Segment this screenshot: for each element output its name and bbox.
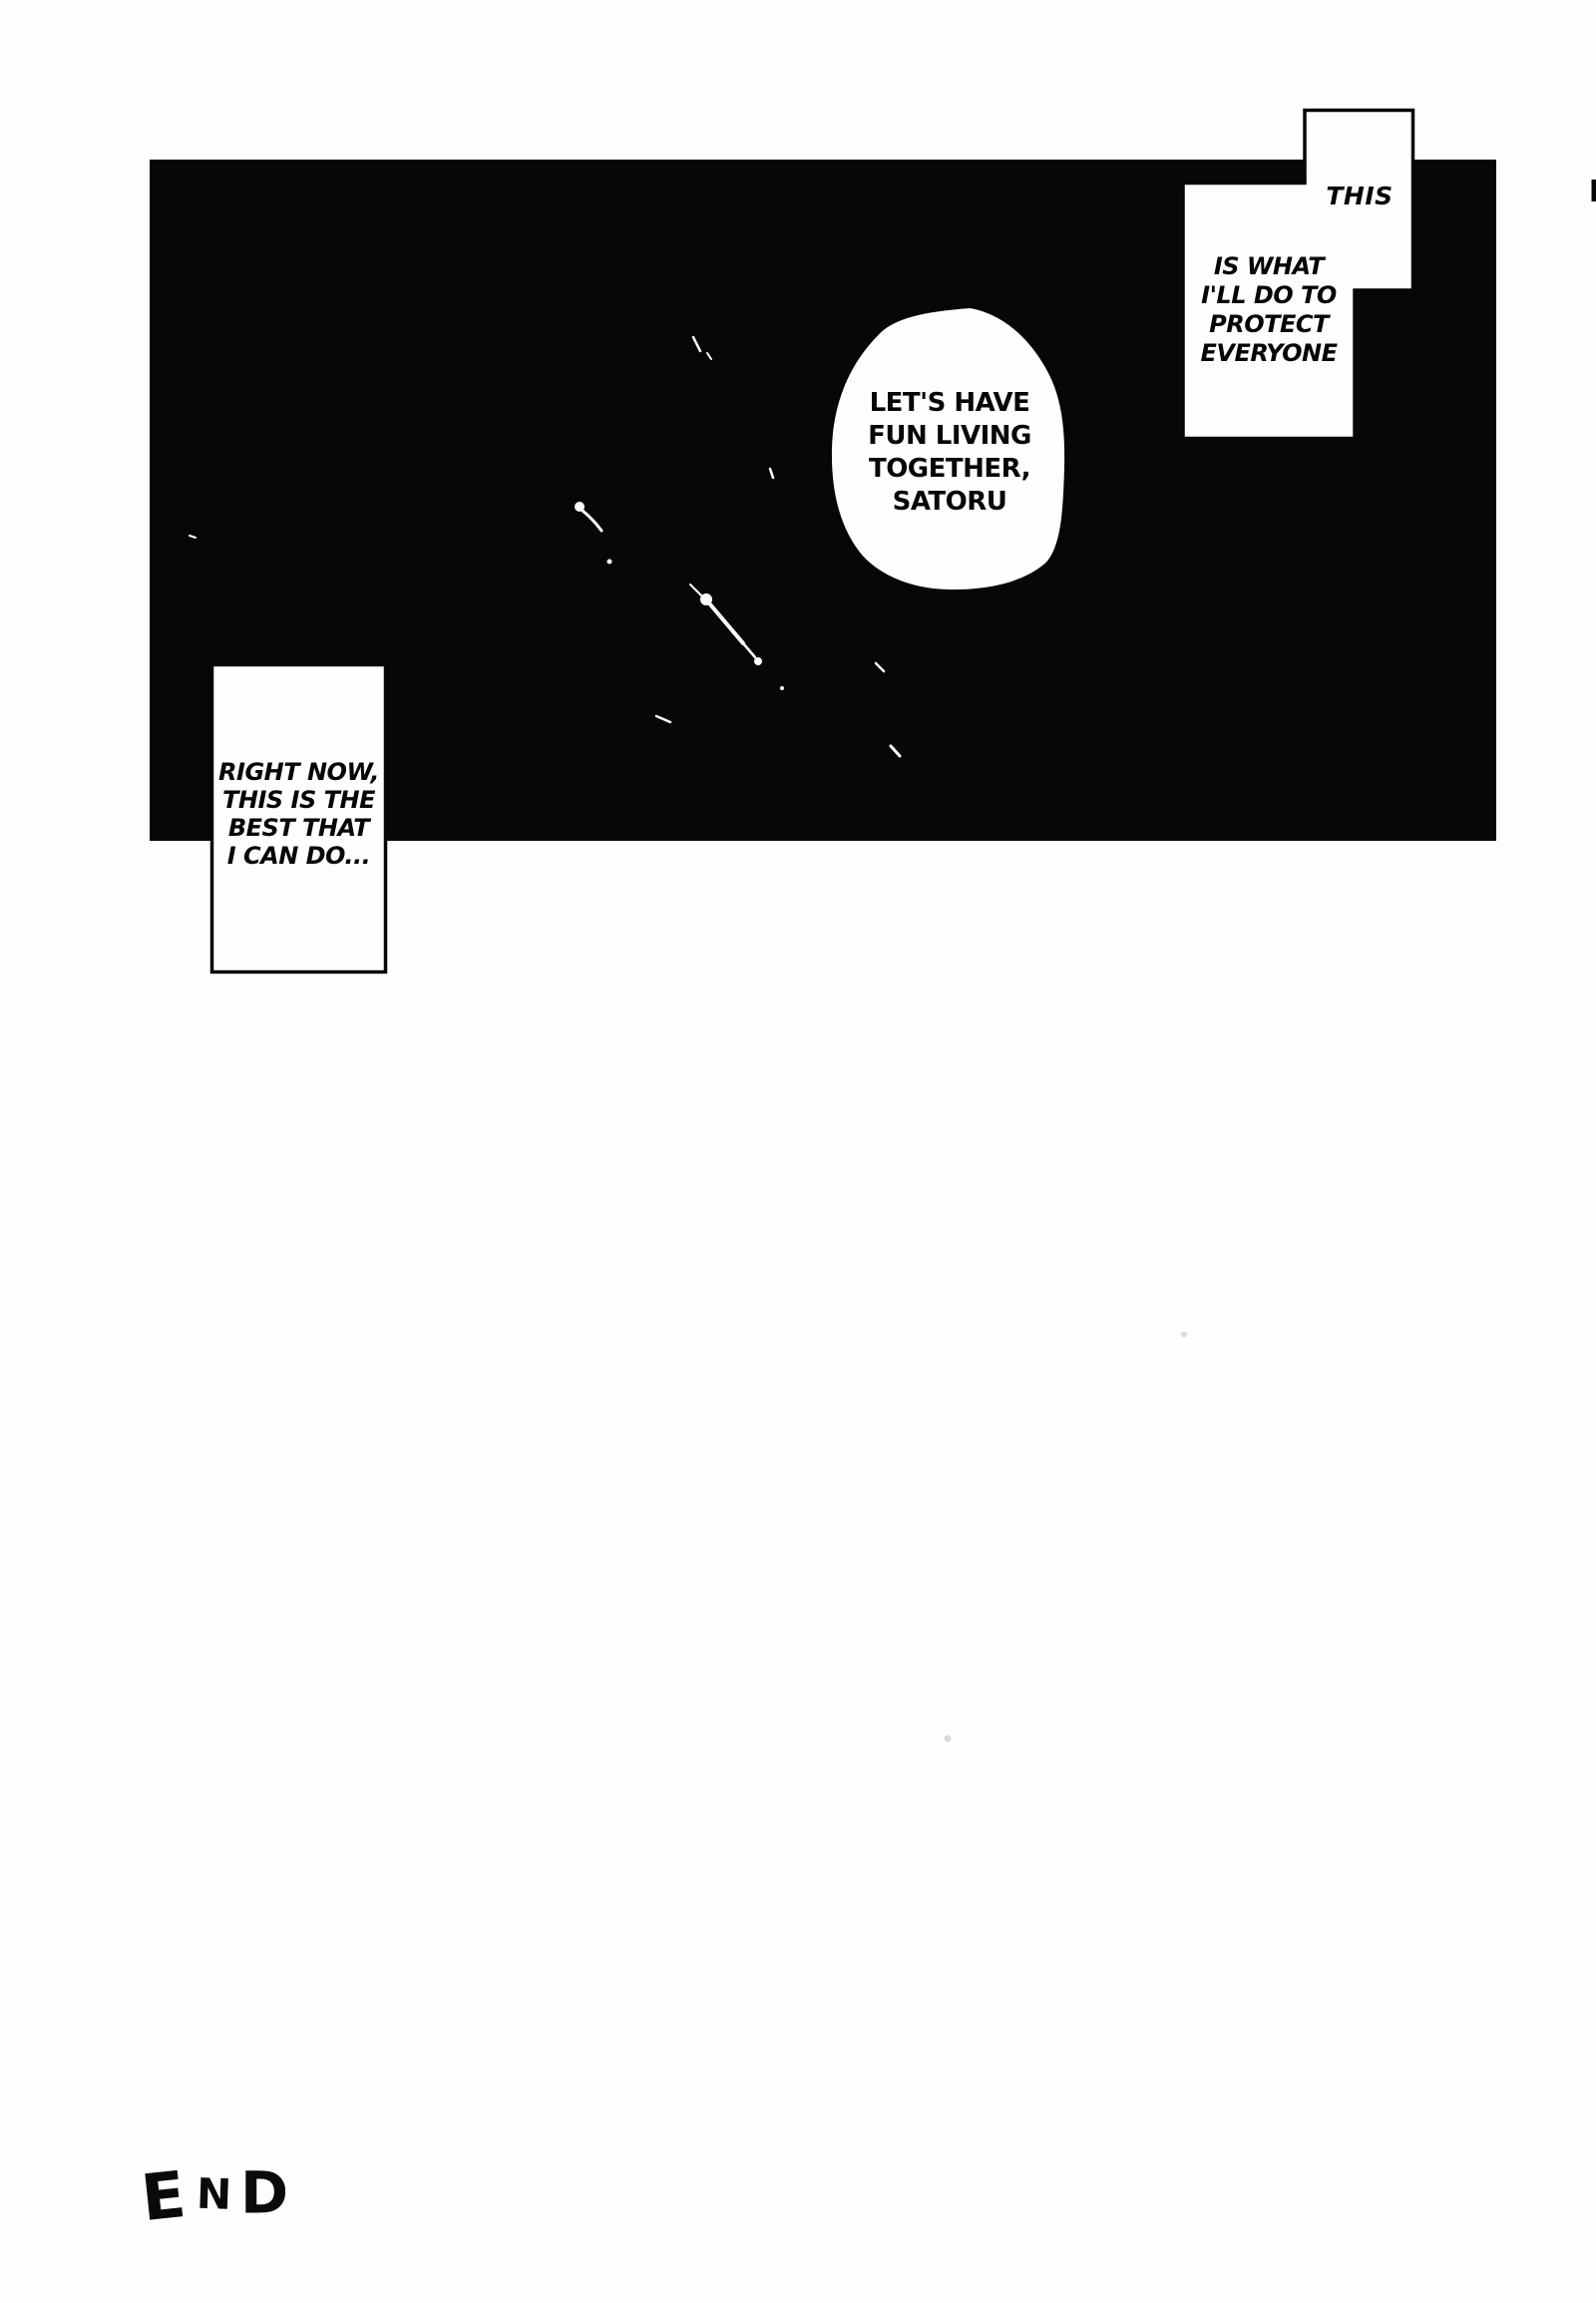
caption-line: I CAN DO... — [226, 842, 371, 870]
sparkle-tick-icon — [891, 746, 900, 756]
sparkle-tick-icon — [876, 663, 884, 671]
caption-line: THIS — [1326, 182, 1394, 210]
shooting-star-tail-icon — [710, 604, 743, 643]
sparkle-dot-icon — [607, 560, 612, 565]
page-edge-artifact — [1592, 180, 1596, 201]
paper-speck — [1181, 1332, 1187, 1338]
sparkle-tick-icon — [656, 716, 670, 722]
shooting-star-tail-icon — [583, 511, 601, 531]
speech-bubble-text — [830, 387, 1069, 519]
caption-line: BEST THAT — [227, 814, 370, 842]
caption-line: EVERYONE — [1200, 339, 1338, 367]
speech-line: TOGETHER, — [868, 454, 1031, 484]
caption-line: I'LL DO TO — [1201, 281, 1337, 309]
caption-line: RIGHT NOW, — [218, 758, 379, 786]
sparkle-dot-icon — [780, 686, 784, 690]
paper-speck — [945, 1735, 952, 1742]
speech-line: LET'S HAVE — [869, 388, 1030, 418]
caption-right-now — [212, 758, 385, 870]
sparkle-tick-icon — [707, 353, 711, 359]
caption-this — [1305, 183, 1414, 210]
speech-line: SATORU — [892, 487, 1007, 517]
caption-protect — [1183, 252, 1355, 368]
shooting-star-tail-icon — [690, 584, 701, 595]
speech-line: FUN LIVING — [868, 421, 1031, 451]
shooting-star-tail-icon — [743, 643, 755, 657]
shooting-star-head-icon — [754, 657, 762, 665]
caption-line: THIS IS THE — [222, 786, 375, 814]
sparkle-tick-icon — [693, 337, 700, 351]
caption-line: PROTECT — [1209, 310, 1329, 338]
caption-line: IS WHAT — [1213, 252, 1325, 280]
end-label: E N D — [138, 2157, 288, 2237]
sparkle-tick-icon — [190, 536, 196, 538]
sparkle-tick-icon — [770, 469, 773, 478]
